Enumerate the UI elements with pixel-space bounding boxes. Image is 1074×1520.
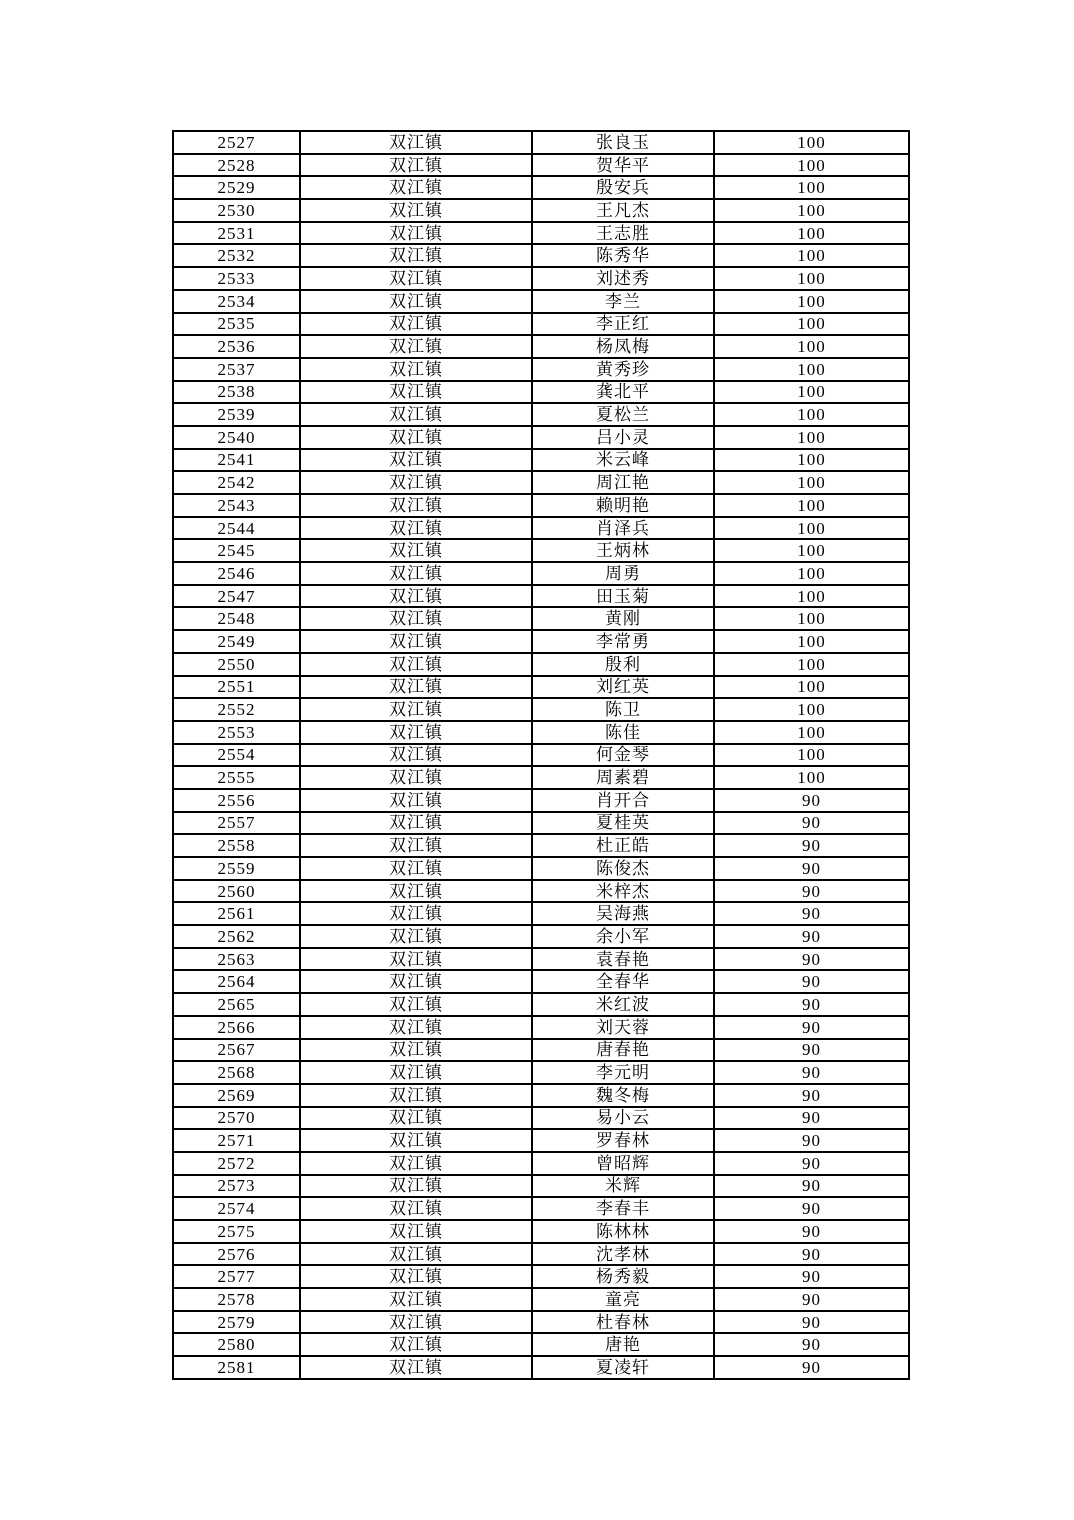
- row-id-cell: 2559: [173, 857, 300, 880]
- town-cell: 双江镇: [300, 721, 532, 744]
- table-row: [173, 335, 909, 358]
- table-row: [173, 1107, 909, 1130]
- person-name-cell: 杨凤梅: [532, 335, 714, 358]
- row-id-cell: 2565: [173, 993, 300, 1016]
- score-cell: 100: [714, 744, 909, 767]
- row-id-cell: 2536: [173, 335, 300, 358]
- table-row: [173, 426, 909, 449]
- row-id-cell: 2575: [173, 1220, 300, 1243]
- town-cell: 双江镇: [300, 1333, 532, 1356]
- row-id-cell: 2558: [173, 834, 300, 857]
- score-cell: 90: [714, 1288, 909, 1311]
- person-name-cell: 曾昭辉: [532, 1152, 714, 1175]
- score-table: [172, 130, 910, 1380]
- town-cell: 双江镇: [300, 1288, 532, 1311]
- person-name-cell: 李元明: [532, 1061, 714, 1084]
- score-cell: 90: [714, 1197, 909, 1220]
- table-row: [173, 1084, 909, 1107]
- town-cell: 双江镇: [300, 1152, 532, 1175]
- table-row: [173, 381, 909, 404]
- town-cell: 双江镇: [300, 812, 532, 835]
- row-id-cell: 2577: [173, 1265, 300, 1288]
- person-name-cell: 杨秀毅: [532, 1265, 714, 1288]
- score-cell: 100: [714, 222, 909, 245]
- row-id-cell: 2556: [173, 789, 300, 812]
- table-row: [173, 676, 909, 699]
- table-row: [173, 1243, 909, 1266]
- person-name-cell: 周素碧: [532, 766, 714, 789]
- row-id-cell: 2552: [173, 698, 300, 721]
- score-cell: 90: [714, 857, 909, 880]
- table-row: [173, 812, 909, 835]
- score-cell: 100: [714, 381, 909, 404]
- score-cell: 90: [714, 1265, 909, 1288]
- table-row: [173, 1016, 909, 1039]
- score-cell: 100: [714, 766, 909, 789]
- town-cell: 双江镇: [300, 630, 532, 653]
- person-name-cell: 陈俊杰: [532, 857, 714, 880]
- town-cell: 双江镇: [300, 585, 532, 608]
- score-cell: 90: [714, 1152, 909, 1175]
- row-id-cell: 2557: [173, 812, 300, 835]
- person-name-cell: 李常勇: [532, 630, 714, 653]
- table-row: [173, 1333, 909, 1356]
- town-cell: 双江镇: [300, 676, 532, 699]
- table-row: [173, 653, 909, 676]
- score-cell: 100: [714, 562, 909, 585]
- row-id-cell: 2579: [173, 1311, 300, 1334]
- score-cell: 90: [714, 1061, 909, 1084]
- table-row: [173, 1061, 909, 1084]
- table-row: [173, 766, 909, 789]
- town-cell: 双江镇: [300, 653, 532, 676]
- person-name-cell: 杜春林: [532, 1311, 714, 1334]
- score-cell: 90: [714, 789, 909, 812]
- person-name-cell: 陈卫: [532, 698, 714, 721]
- town-cell: 双江镇: [300, 948, 532, 971]
- person-name-cell: 刘述秀: [532, 267, 714, 290]
- row-id-cell: 2569: [173, 1084, 300, 1107]
- row-id-cell: 2553: [173, 721, 300, 744]
- row-id-cell: 2571: [173, 1129, 300, 1152]
- score-cell: 100: [714, 721, 909, 744]
- score-cell: 100: [714, 471, 909, 494]
- town-cell: 双江镇: [300, 1356, 532, 1379]
- row-id-cell: 2542: [173, 471, 300, 494]
- table-row: [173, 222, 909, 245]
- person-name-cell: 唐艳: [532, 1333, 714, 1356]
- person-name-cell: 易小云: [532, 1107, 714, 1130]
- person-name-cell: 夏松兰: [532, 403, 714, 426]
- table-row: [173, 313, 909, 336]
- row-id-cell: 2568: [173, 1061, 300, 1084]
- town-cell: 双江镇: [300, 698, 532, 721]
- row-id-cell: 2548: [173, 607, 300, 630]
- table-row: [173, 1152, 909, 1175]
- score-cell: 100: [714, 585, 909, 608]
- table-row: [173, 970, 909, 993]
- table-row: [173, 1220, 909, 1243]
- row-id-cell: 2549: [173, 630, 300, 653]
- town-cell: 双江镇: [300, 154, 532, 177]
- person-name-cell: 黄秀珍: [532, 358, 714, 381]
- town-cell: 双江镇: [300, 267, 532, 290]
- table-row: [173, 744, 909, 767]
- score-cell: 90: [714, 925, 909, 948]
- row-id-cell: 2564: [173, 970, 300, 993]
- person-name-cell: 周勇: [532, 562, 714, 585]
- table-row: [173, 993, 909, 1016]
- table-row: [173, 948, 909, 971]
- town-cell: 双江镇: [300, 313, 532, 336]
- table-row: [173, 1129, 909, 1152]
- score-cell: 90: [714, 902, 909, 925]
- table-row: [173, 1175, 909, 1198]
- town-cell: 双江镇: [300, 1129, 532, 1152]
- town-cell: 双江镇: [300, 176, 532, 199]
- town-cell: 双江镇: [300, 539, 532, 562]
- town-cell: 双江镇: [300, 131, 532, 154]
- score-cell: 100: [714, 607, 909, 630]
- town-cell: 双江镇: [300, 744, 532, 767]
- town-cell: 双江镇: [300, 1243, 532, 1266]
- table-row: [173, 494, 909, 517]
- table-row: [173, 517, 909, 540]
- row-id-cell: 2581: [173, 1356, 300, 1379]
- town-cell: 双江镇: [300, 834, 532, 857]
- table-row: [173, 834, 909, 857]
- row-id-cell: 2546: [173, 562, 300, 585]
- person-name-cell: 何金琴: [532, 744, 714, 767]
- row-id-cell: 2539: [173, 403, 300, 426]
- town-cell: 双江镇: [300, 1016, 532, 1039]
- row-id-cell: 2540: [173, 426, 300, 449]
- row-id-cell: 2566: [173, 1016, 300, 1039]
- row-id-cell: 2574: [173, 1197, 300, 1220]
- person-name-cell: 吴海燕: [532, 902, 714, 925]
- score-cell: 90: [714, 1107, 909, 1130]
- row-id-cell: 2562: [173, 925, 300, 948]
- person-name-cell: 童亮: [532, 1288, 714, 1311]
- table-row: [173, 471, 909, 494]
- score-cell: 100: [714, 426, 909, 449]
- person-name-cell: 王炳林: [532, 539, 714, 562]
- row-id-cell: 2561: [173, 902, 300, 925]
- person-name-cell: 罗春林: [532, 1129, 714, 1152]
- person-name-cell: 吕小灵: [532, 426, 714, 449]
- row-id-cell: 2550: [173, 653, 300, 676]
- table-row: [173, 403, 909, 426]
- person-name-cell: 陈佳: [532, 721, 714, 744]
- score-cell: 100: [714, 358, 909, 381]
- table-row: [173, 585, 909, 608]
- person-name-cell: 余小军: [532, 925, 714, 948]
- town-cell: 双江镇: [300, 1107, 532, 1130]
- score-cell: 100: [714, 154, 909, 177]
- row-id-cell: 2572: [173, 1152, 300, 1175]
- score-table-body: [173, 131, 909, 1379]
- score-cell: 100: [714, 131, 909, 154]
- person-name-cell: 米梓杰: [532, 880, 714, 903]
- person-name-cell: 夏凌轩: [532, 1356, 714, 1379]
- town-cell: 双江镇: [300, 880, 532, 903]
- person-name-cell: 田玉菊: [532, 585, 714, 608]
- score-cell: 90: [714, 1175, 909, 1198]
- town-cell: 双江镇: [300, 1220, 532, 1243]
- row-id-cell: 2535: [173, 313, 300, 336]
- person-name-cell: 赖明艳: [532, 494, 714, 517]
- person-name-cell: 袁春艳: [532, 948, 714, 971]
- town-cell: 双江镇: [300, 925, 532, 948]
- row-id-cell: 2544: [173, 517, 300, 540]
- score-cell: 90: [714, 1243, 909, 1266]
- row-id-cell: 2530: [173, 199, 300, 222]
- person-name-cell: 李兰: [532, 290, 714, 313]
- table-row: [173, 154, 909, 177]
- person-name-cell: 刘红英: [532, 676, 714, 699]
- row-id-cell: 2578: [173, 1288, 300, 1311]
- person-name-cell: 龚北平: [532, 381, 714, 404]
- row-id-cell: 2541: [173, 449, 300, 472]
- table-row: [173, 199, 909, 222]
- row-id-cell: 2538: [173, 381, 300, 404]
- score-cell: 100: [714, 630, 909, 653]
- row-id-cell: 2528: [173, 154, 300, 177]
- row-id-cell: 2527: [173, 131, 300, 154]
- person-name-cell: 王志胜: [532, 222, 714, 245]
- table-row: [173, 1197, 909, 1220]
- town-cell: 双江镇: [300, 403, 532, 426]
- town-cell: 双江镇: [300, 1084, 532, 1107]
- person-name-cell: 沈孝林: [532, 1243, 714, 1266]
- person-name-cell: 周江艳: [532, 471, 714, 494]
- score-cell: 100: [714, 290, 909, 313]
- person-name-cell: 李正红: [532, 313, 714, 336]
- town-cell: 双江镇: [300, 766, 532, 789]
- town-cell: 双江镇: [300, 199, 532, 222]
- town-cell: 双江镇: [300, 222, 532, 245]
- score-cell: 90: [714, 880, 909, 903]
- score-cell: 90: [714, 834, 909, 857]
- row-id-cell: 2567: [173, 1039, 300, 1062]
- town-cell: 双江镇: [300, 358, 532, 381]
- row-id-cell: 2576: [173, 1243, 300, 1266]
- score-cell: 100: [714, 698, 909, 721]
- person-name-cell: 贺华平: [532, 154, 714, 177]
- town-cell: 双江镇: [300, 244, 532, 267]
- person-name-cell: 王凡杰: [532, 199, 714, 222]
- person-name-cell: 黄刚: [532, 607, 714, 630]
- score-cell: 100: [714, 244, 909, 267]
- row-id-cell: 2533: [173, 267, 300, 290]
- table-row: [173, 721, 909, 744]
- person-name-cell: 刘天蓉: [532, 1016, 714, 1039]
- score-cell: 100: [714, 335, 909, 358]
- town-cell: 双江镇: [300, 1197, 532, 1220]
- town-cell: 双江镇: [300, 494, 532, 517]
- town-cell: 双江镇: [300, 335, 532, 358]
- town-cell: 双江镇: [300, 517, 532, 540]
- row-id-cell: 2534: [173, 290, 300, 313]
- table-row: [173, 449, 909, 472]
- person-name-cell: 魏冬梅: [532, 1084, 714, 1107]
- score-cell: 100: [714, 653, 909, 676]
- row-id-cell: 2532: [173, 244, 300, 267]
- score-cell: 90: [714, 812, 909, 835]
- town-cell: 双江镇: [300, 471, 532, 494]
- row-id-cell: 2543: [173, 494, 300, 517]
- row-id-cell: 2563: [173, 948, 300, 971]
- score-cell: 90: [714, 1333, 909, 1356]
- table-row: [173, 1265, 909, 1288]
- score-cell: 90: [714, 1311, 909, 1334]
- table-row: [173, 244, 909, 267]
- table-row: [173, 607, 909, 630]
- score-cell: 90: [714, 970, 909, 993]
- row-id-cell: 2554: [173, 744, 300, 767]
- row-id-cell: 2531: [173, 222, 300, 245]
- score-cell: 90: [714, 1356, 909, 1379]
- table-row: [173, 358, 909, 381]
- table-row: [173, 698, 909, 721]
- table-row: [173, 1311, 909, 1334]
- person-name-cell: 夏桂英: [532, 812, 714, 835]
- town-cell: 双江镇: [300, 857, 532, 880]
- town-cell: 双江镇: [300, 1311, 532, 1334]
- town-cell: 双江镇: [300, 1265, 532, 1288]
- score-cell: 100: [714, 199, 909, 222]
- row-id-cell: 2555: [173, 766, 300, 789]
- score-cell: 100: [714, 176, 909, 199]
- score-cell: 100: [714, 517, 909, 540]
- person-name-cell: 杜正皓: [532, 834, 714, 857]
- town-cell: 双江镇: [300, 562, 532, 585]
- score-cell: 90: [714, 1129, 909, 1152]
- score-cell: 100: [714, 313, 909, 336]
- table-row: [173, 1356, 909, 1379]
- town-cell: 双江镇: [300, 449, 532, 472]
- person-name-cell: 殷安兵: [532, 176, 714, 199]
- person-name-cell: 陈林林: [532, 1220, 714, 1243]
- person-name-cell: 米红波: [532, 993, 714, 1016]
- table-row: [173, 1288, 909, 1311]
- town-cell: 双江镇: [300, 902, 532, 925]
- town-cell: 双江镇: [300, 426, 532, 449]
- town-cell: 双江镇: [300, 1175, 532, 1198]
- table-row: [173, 1039, 909, 1062]
- table-row: [173, 630, 909, 653]
- score-cell: 100: [714, 494, 909, 517]
- person-name-cell: 陈秀华: [532, 244, 714, 267]
- person-name-cell: 李春丰: [532, 1197, 714, 1220]
- table-row: [173, 290, 909, 313]
- score-cell: 100: [714, 267, 909, 290]
- town-cell: 双江镇: [300, 1061, 532, 1084]
- row-id-cell: 2560: [173, 880, 300, 903]
- town-cell: 双江镇: [300, 970, 532, 993]
- town-cell: 双江镇: [300, 290, 532, 313]
- score-cell: 90: [714, 1039, 909, 1062]
- town-cell: 双江镇: [300, 381, 532, 404]
- person-name-cell: 肖开合: [532, 789, 714, 812]
- score-cell: 90: [714, 1016, 909, 1039]
- row-id-cell: 2537: [173, 358, 300, 381]
- score-cell: 100: [714, 403, 909, 426]
- person-name-cell: 米辉: [532, 1175, 714, 1198]
- table-row: [173, 539, 909, 562]
- score-cell: 100: [714, 449, 909, 472]
- table-row: [173, 131, 909, 154]
- person-name-cell: 唐春艳: [532, 1039, 714, 1062]
- row-id-cell: 2529: [173, 176, 300, 199]
- row-id-cell: 2573: [173, 1175, 300, 1198]
- table-row: [173, 176, 909, 199]
- table-row: [173, 857, 909, 880]
- score-cell: 100: [714, 676, 909, 699]
- score-cell: 90: [714, 948, 909, 971]
- row-id-cell: 2545: [173, 539, 300, 562]
- town-cell: 双江镇: [300, 607, 532, 630]
- row-id-cell: 2551: [173, 676, 300, 699]
- row-id-cell: 2547: [173, 585, 300, 608]
- row-id-cell: 2570: [173, 1107, 300, 1130]
- table-row: [173, 789, 909, 812]
- table-row: [173, 562, 909, 585]
- table-row: [173, 925, 909, 948]
- person-name-cell: 殷利: [532, 653, 714, 676]
- person-name-cell: 米云峰: [532, 449, 714, 472]
- town-cell: 双江镇: [300, 993, 532, 1016]
- score-cell: 90: [714, 1084, 909, 1107]
- town-cell: 双江镇: [300, 1039, 532, 1062]
- table-row: [173, 880, 909, 903]
- person-name-cell: 张良玉: [532, 131, 714, 154]
- town-cell: 双江镇: [300, 789, 532, 812]
- row-id-cell: 2580: [173, 1333, 300, 1356]
- person-name-cell: 肖泽兵: [532, 517, 714, 540]
- score-cell: 100: [714, 539, 909, 562]
- person-name-cell: 全春华: [532, 970, 714, 993]
- table-row: [173, 267, 909, 290]
- table-row: [173, 902, 909, 925]
- score-cell: 90: [714, 1220, 909, 1243]
- score-cell: 90: [714, 993, 909, 1016]
